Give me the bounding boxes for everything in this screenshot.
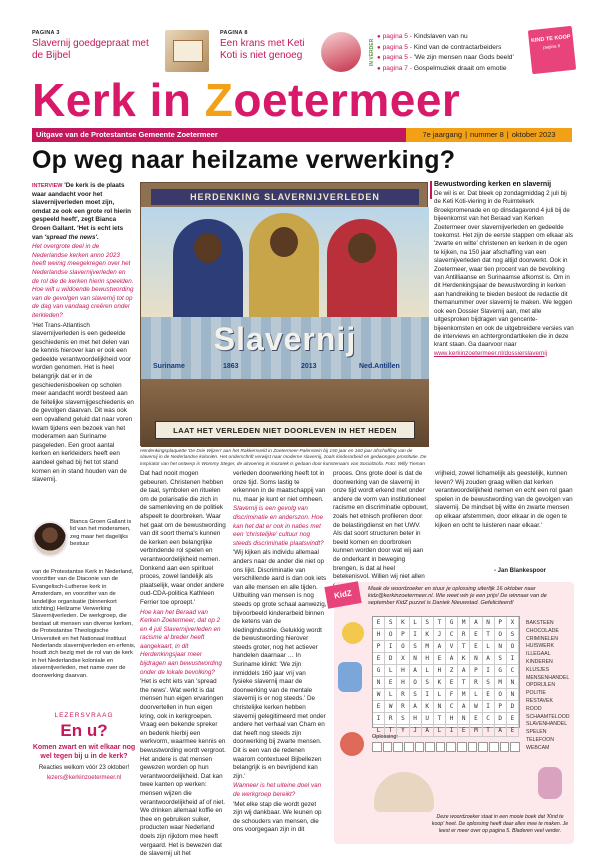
grid-letter[interactable]: A (422, 725, 434, 737)
grid-letter[interactable]: R (397, 689, 409, 701)
grid-letter[interactable]: G (446, 617, 458, 629)
grid-letter[interactable]: A (483, 653, 495, 665)
grid-letter[interactable]: D (495, 713, 507, 725)
word-list (526, 620, 574, 753)
word-list-item: SLAVENHANDEL (526, 721, 568, 728)
lezersvraag-box (32, 712, 136, 832)
grid-letter[interactable]: E (470, 629, 482, 641)
shirt-icon (338, 662, 362, 692)
grid-letter[interactable]: S (507, 629, 519, 641)
kidz-footer: Deze woordzoeker staat in een mooie boek dat 'Kind te koop' heet. De oplossing heeft daar alles mee te maken. Je leest er meer over op pagina 5. Bladeren veel verder. (431, 814, 569, 834)
word-list-item: SPELEN (526, 729, 547, 736)
badge-page: pagina 6 (542, 43, 561, 50)
grid-letter[interactable]: T (458, 677, 470, 689)
grid-letter[interactable]: X (397, 653, 409, 665)
grid-letter[interactable]: T (458, 641, 470, 653)
grid-letter[interactable]: M (458, 617, 470, 629)
lezersvraag-email[interactable]: lezers@kerkinzoetermeer.nl (46, 774, 122, 781)
grid-letter[interactable]: M (470, 725, 482, 737)
grid-letter[interactable]: O (410, 677, 422, 689)
grid-letter[interactable]: E (373, 653, 385, 665)
grid-letter[interactable]: T (483, 725, 495, 737)
grid-letter[interactable]: N (507, 689, 519, 701)
grid-letter[interactable]: K (422, 701, 434, 713)
grid-letter[interactable]: S (422, 617, 434, 629)
word-list-item: BAKSTEEN (526, 620, 554, 626)
article-column: proces. Ons grote doel is dat de doorwerking van de slavernij in onze tijd wordt erkend met onder andere de vorm van institutioneel racisme en discriminatie opbouwt, zoals het etnisch profileren door de belastingdienst en het UWV. Als dat soort structuren beter in beeld komen en doorbroken kunnen worden door wat wij aan de onderkant in beweging brengen, is dat al heel betekenisvol. Willen wij niet allen (333, 470, 428, 581)
grid-letter[interactable]: S (397, 713, 409, 725)
publisher-bar: Uitgave van de Protestantse Gemeente Zoetermeer (32, 128, 406, 142)
grid-letter[interactable]: O (507, 641, 519, 653)
grid-letter[interactable]: N (483, 617, 495, 629)
word-list-item: TELEFOON (526, 736, 554, 743)
sidebar-accent (430, 181, 432, 199)
grid-letter[interactable]: O (495, 629, 507, 641)
word-list-item: HUISWERK (526, 643, 554, 650)
mosaic-face (194, 233, 222, 263)
grid-letter[interactable]: M (495, 677, 507, 689)
grid-letter[interactable]: W (373, 689, 385, 701)
word-list-item: KINDEREN (526, 658, 553, 665)
grid-letter[interactable]: E (470, 641, 482, 653)
grid-letter[interactable]: Y (397, 725, 409, 737)
grid-letter[interactable]: H (434, 665, 446, 677)
in-verder-item[interactable]: ● pagina 5 - 'We zijn mensen naar Gods beeld' (377, 54, 514, 62)
grid-letter[interactable]: A (470, 617, 482, 629)
flag-label: 2013 (301, 363, 317, 370)
grid-letter[interactable]: L (373, 725, 385, 737)
bullet-icon: ● (377, 34, 381, 40)
article-column: Dat had nooit mogen gebeuren. Christenen hebben de taal, symbolen en rituelen om de polarisatie die zich in de samenleving en de politiek afspeelt te doorbreken. Waar het gaat om de bewustwording van dit soort thema's kunnen de kerken een belangrijke verbindende rol spelen en verantwoordelijkheid nemen. Donkend aan een spirituel proces, zowel landelijk als plaatselijk, waar onder andere oud-CDA-politica Kathleen Ferrier toe oproept.' Hoe kan het Beraad van Kerken Zoetermeer, dat op 2 en 4 juli Slavernijverleden en racisme al breder heeft aangekaart, in dit Herdenkingsjaar meer bijdragen aan bewustwording onder de lokale bevolking? 'Het is echt iets van 'spread the news'. Wat werkt is dat mensen hun eigen ervaringen doorvertellen in hun eigen kring, ook in kerkgroepen. Vraag een bekende spreker en bedenk hierbij een werkvorm, waarmee kennis en bewustwording wordt vergroot. Het andere is dat mensen gewezen worden op hun verantwoordelijkheid. Dat kan twee kanten op werken: mensen wijzen die verantwoordelijkheid af of niet. We drinken allemaal koffie en thee en gebruiken suiker, producten waar Nederland doels zijn rijkdom mee heeft vergaard. Het is bewezen dat de slavernij uit het (140, 470, 226, 858)
in-verder-label: IN VERDER (369, 38, 375, 66)
oplossing-label: Oplossing: (372, 734, 398, 740)
grid-letter[interactable]: E (373, 617, 385, 629)
grid-letter[interactable]: H (397, 677, 409, 689)
grid-letter[interactable]: A (434, 641, 446, 653)
grid-letter[interactable]: K (397, 617, 409, 629)
grid-letter[interactable]: M (422, 641, 434, 653)
grid-letter[interactable]: Z (446, 665, 458, 677)
grid-letter[interactable]: A (410, 665, 422, 677)
in-verder-list (377, 32, 527, 74)
teaser-page: PAGINA 3 (32, 30, 60, 36)
grid-letter[interactable]: J (410, 725, 422, 737)
grid-letter[interactable]: U (422, 713, 434, 725)
plaque-banner: HERDENKING SLAVERNIJVERLEDEN (151, 189, 419, 205)
grid-letter[interactable]: I (422, 689, 434, 701)
grid-letter[interactable]: O (385, 629, 397, 641)
word-list-item: SCHAAMTELOOD (526, 713, 570, 720)
word-list-item: POLITIE (526, 690, 546, 697)
grid-letter[interactable]: W (385, 701, 397, 713)
grid-letter[interactable]: L (470, 689, 482, 701)
interview-intro: INTERVIEW 'De kerk is de plaats waar aandacht voor het slavernijverleden moet zijn, omdat ze ook een grote rol hierin gespeeld heeft', zegt Bianca Groen Gallant. 'Het is echt iets van 'spread the news'. Het overgrote deel in de Nederlandse kerken anno 2023 heeft weinig meegekregen over het Nederlandse slavernijverleden en de rol die de kerken hierin speelden. Hoe wilt u wildoende bewustwording van de gevolgen van slavernij tot op de dag van vandaag creëren onder iterkleden? 'Het Trans-Atlantisch slavernijverleden is een gedeelde geschiedenis en met het delen van de kennis hierover kan er ook een gedeelde verantwoordelijkheid voor worden genomen. Het is heel belangrijk dat er in de geschiedenisboeken op scholen meer aandacht wordt besteed aan de feitelijke slavernijgeschiedenis en de gevolgen daarvan. Dit was ook een opvallend geluid dat naar voren kwam tijdens een bezoek van het moderamen aan Suriname pasgeleden. Een groot aantal kerken en kerkleiders heeft een aandeel gehad bij het tot stand komen en in stand houden van de slavernij. (32, 182, 134, 484)
kidz-tag: KidZ (324, 581, 361, 609)
grid-letter[interactable]: L (434, 725, 446, 737)
grid-letter[interactable]: H (422, 653, 434, 665)
kidz-puzzle (334, 582, 574, 844)
grid-letter[interactable]: T (385, 725, 397, 737)
grid-letter[interactable]: N (470, 653, 482, 665)
page-headline: Op weg naar heilzame verwerking? (32, 146, 456, 174)
question: Wanneer is het uiteine doel van de werkgroep bereikt? (233, 782, 322, 798)
mosaic-plaque-photo (140, 182, 428, 446)
grid-letter[interactable]: A (458, 701, 470, 713)
article-column: vrijheid, zowel lichamelijk als geestelijk, kunnen leven? Wij zouden graag willen dat kerken verantwoordelijkheid nemen en echt een rol gaan spelen in de bewustwording van de gevolgen van slavernij. De mindset bij witte én zwarte mensen op elkaar afstemmen, door elkaar in de ogen te kijken en ocht te luisteren naar elkaar.' (435, 470, 573, 529)
grid-letter[interactable]: V (446, 641, 458, 653)
grid-letter[interactable]: D (385, 653, 397, 665)
word-list-item: CHOCOLADE (526, 627, 559, 634)
grid-letter[interactable]: E (434, 653, 446, 665)
grid-letter[interactable]: X (507, 617, 519, 629)
grid-letter[interactable]: E (446, 677, 458, 689)
grid-letter[interactable]: K (422, 629, 434, 641)
grid-letter[interactable]: H (446, 713, 458, 725)
grid-letter[interactable]: E (507, 725, 519, 737)
grid-letter[interactable]: E (385, 677, 397, 689)
grid-letter[interactable]: N (495, 641, 507, 653)
badge-title: KIND TE KOOP (530, 34, 571, 45)
in-verder-item[interactable]: ● pagina 5 - Kindslaven van nu (377, 33, 468, 40)
author-bio-bottom: van de Protestantse Kerk in Nederland, voorzitter van de Diaconie van de Evangelisch-Lutherse kerk in Amsterdam, en voorzitter van de landelijke organisatie (binnenkort stichting) Heilzame Verwerking Slavernijverleden. De werkgroep, die bestaat uit mensen van diverse kerken, de Protestantse Theologische Universiteit en het Nationaal instituut Nederlands slavernijverleden en erfenis, houdt zich bezig met de rol van de kerk in het Nederlandse koloniale en slavernijverleden, met name over de doorwerking daarvan. (32, 569, 136, 679)
grid-letter[interactable]: R (397, 701, 409, 713)
grid-letter[interactable]: P (373, 641, 385, 653)
grid-letter[interactable]: M (458, 689, 470, 701)
issue-bar: 7e jaargang | nummer 8 | oktober 2023 (406, 128, 572, 142)
grid-letter[interactable]: L (434, 689, 446, 701)
grid-letter[interactable]: P (470, 665, 482, 677)
author-signature: - Jan Blankespoor (494, 568, 547, 574)
grid-letter[interactable]: L (385, 689, 397, 701)
grid-letter[interactable]: I (373, 713, 385, 725)
teaser-strip (32, 30, 572, 74)
word-search-grid[interactable] (372, 616, 520, 734)
grid-letter[interactable]: A (410, 701, 422, 713)
word-list-item: CRIMINELEN (526, 635, 558, 642)
grid-letter[interactable]: I (483, 665, 495, 677)
plaque-word: Slavernij (213, 321, 357, 357)
plaque-flags (151, 363, 419, 379)
masthead-title: Kerk in Zoetermeer (32, 74, 461, 126)
bible-thumbnail (165, 30, 209, 72)
teaser-bible[interactable] (32, 30, 152, 62)
phone-icon (538, 767, 562, 799)
grid-letter[interactable]: H (397, 665, 409, 677)
nummer: nummer 8 (470, 130, 504, 139)
word-list-item: RESTAVEK (526, 697, 553, 704)
lezersvraag-reply: Reacties welkom vóór 23 oktober! (38, 765, 130, 772)
grid-letter[interactable]: W (470, 701, 482, 713)
grid-letter[interactable]: N (458, 713, 470, 725)
house-icon (374, 772, 434, 812)
grid-letter[interactable]: T (483, 629, 495, 641)
maand: oktober 2023 (511, 130, 556, 139)
grid-letter[interactable]: K (458, 653, 470, 665)
grid-letter[interactable]: P (495, 701, 507, 713)
grid-letter[interactable]: C (507, 665, 519, 677)
grid-letter[interactable]: S (410, 689, 422, 701)
grid-letter[interactable]: C (483, 713, 495, 725)
teaser-title: Een krans met Keti Koti is niet genoeg (220, 38, 305, 61)
mosaic-face (270, 227, 298, 257)
grid-letter[interactable]: C (446, 629, 458, 641)
grid-letter[interactable]: E (458, 725, 470, 737)
grid-letter[interactable]: E (483, 689, 495, 701)
grid-letter[interactable]: I (410, 629, 422, 641)
grid-letter[interactable]: E (373, 701, 385, 713)
grid-letter[interactable]: E (507, 713, 519, 725)
bullet-icon: ● (377, 55, 381, 62)
question: Slavernij is een gevolg van discriminatie en anderszon. Hoe kan het dat er ook in naties met een 'christelijke' cultuur nog steeds discriminatie plaatsvindt? (233, 505, 324, 547)
grid-letter[interactable]: L (410, 617, 422, 629)
grid-letter[interactable]: A (495, 725, 507, 737)
bullet-icon: ● (377, 44, 381, 51)
photo-credit: Foto: Willy Tieman (385, 461, 425, 467)
word-list-item: KLUSJES (526, 666, 550, 673)
masthead (32, 74, 572, 130)
grid-letter[interactable]: S (385, 617, 397, 629)
sun-icon (342, 622, 364, 644)
grid-letter[interactable]: T (434, 617, 446, 629)
grid-letter[interactable]: N (373, 677, 385, 689)
grid-letter[interactable]: H (373, 629, 385, 641)
lezersvraag-title: LEZERSVRAAG (54, 712, 114, 719)
grid-letter[interactable]: A (446, 653, 458, 665)
grid-letter[interactable]: R (385, 713, 397, 725)
grid-letter[interactable]: A (458, 665, 470, 677)
grid-letter[interactable]: R (458, 629, 470, 641)
grid-letter[interactable]: D (507, 701, 519, 713)
keti-koti-thumbnail (321, 32, 361, 72)
lezersvraag-big: En u? (60, 721, 108, 740)
bullet-icon: ● (377, 65, 381, 72)
grid-letter[interactable]: G (495, 665, 507, 677)
grid-letter[interactable]: C (446, 701, 458, 713)
grid-letter[interactable]: S (495, 653, 507, 665)
grid-letter[interactable]: L (483, 641, 495, 653)
teaser-keti-koti[interactable] (220, 30, 320, 62)
word-list-item: ILLEGAAL (526, 651, 551, 658)
grid-letter[interactable]: P (495, 617, 507, 629)
grid-letter[interactable]: S (410, 641, 422, 653)
grid-letter[interactable]: T (434, 713, 446, 725)
avatar (32, 521, 68, 557)
grid-letter[interactable]: H (410, 713, 422, 725)
teaser-page: PAGINA 8 (220, 30, 248, 36)
question: Het overgrote deel in de Nederlandse kerken anno 2023 heeft weinig meegekregen over het Nederlandse slavernijverleden en de rol die de kerken hierin speelden. Hoe wilt u wildoende bewustwording van de gevolgen van slavernij tot op de dag van vandaag creëren onder iterkleden? (32, 243, 134, 319)
grid-letter[interactable]: J (434, 629, 446, 641)
grid-letter[interactable]: L (385, 665, 397, 677)
teaser-title: Slavernij goedgepraat met de Bijbel (32, 38, 149, 61)
grid-letter[interactable]: I (507, 653, 519, 665)
flag-label: Ned.Antillen (359, 363, 400, 370)
grid-letter[interactable]: E (470, 713, 482, 725)
grid-letter[interactable]: I (483, 701, 495, 713)
article-column: verleden doorwerking heeft tot in onze tijd. Soms lastig te erkennen in de maatschappij van nu, maar je kunt er niet omheen. Slavernij is een gevolg van discriminatie en anderszon. Hoe kan het dat er ook in naties met een 'christelijke' cultuur nog steeds discriminatie plaatsvindt? 'Wij kijken als individu allemaal anders naar de ander die niet op ons lijkt. Discriminatie van verschillende aard is dan ook iets van alle mensen en alle tijden. Uitbuiting van mensen is nog steeds op grote schaal aanwezig, bijvoorbeeld kinderarbeid binnen de ketens van de kledingindustrie. Gelukkig wordt de bewustwording hierover steeds groter, nog het actiever handelen daarnaar … In Suriname klinkt: 'We zijn inmiddels 160 jaar vrij van fysieke slavernij maar de doorwerking van de mentale slavernij is er nog steeds.' De christelijke kerken hebben slavernij gelegitimeerd met onder andere het verhaal van Cham en dat heeft nog steeds zijn doorwerking bij zwarte mensen. Dit is een van de redenen waarom contextueel Bijbellezen belangrijk is en bevrijdend kan zijn.' Wanneer is het uiteine doel van de werkgroep bereikt? 'Met elke stap die wordt gezet zijn wij dankbaar. We leunen op de schouders van mensen, die ons voorgegaan zijn in dit (233, 470, 327, 834)
jaargang: 7e jaargang (422, 130, 463, 139)
word-list-item: OPDRIJLEN (526, 682, 556, 689)
flag-label: 1863 (223, 363, 239, 370)
photo-caption: Herdenkingsplaquette 'De Drie Wijzen' aan het Rakkersveld in Zoetermeer-Palenstein bij 150 jaar en 160 jaar afschaffing van de slavernij in de Nederlandse koloniën. Het onderschrift verwijst naar moderne slavernij, zoals kinderarbeid en gedwongen prostitutie. De inspirator van het ontwerp is Wommy Steger, de uitvoering in mozaïek is gedaan door kunstenaars van SocialSofa. Foto: Willy Tieman (140, 449, 427, 467)
flower-icon (340, 732, 364, 756)
grid-letter[interactable]: K (434, 677, 446, 689)
grid-letter[interactable]: I (446, 725, 458, 737)
plaque-motto: LAAT HET VERLEDEN NIET DOORLEVEN IN HET HEDEN (155, 421, 415, 439)
grid-letter[interactable]: N (434, 701, 446, 713)
oplossing-boxes[interactable] (372, 742, 520, 752)
grid-letter[interactable]: P (397, 629, 409, 641)
grid-letter[interactable]: O (495, 689, 507, 701)
flag-label: Suriname (153, 363, 185, 370)
sidebar-heading: Bewustwording kerken en slavernij (434, 181, 552, 188)
sidebar-text: De wil is er. Dat bleek op zondagmiddag 2 juli bij de Keti Koti-viering in de Ruimtekerk Broekpromenade en op dinsdagavond 4 juli bij de bijeenkomst van het Beraad van Kerken Zoetermeer over slavernijverleden en gedeelde toekomst. Het zijn de eerste stappen om elkaar als 'zwarte en witte' christenen en kerken in de ogen te kijken, na 150 jaar afschaffing van een slavernijverleden dat nog altijd doorwerkt. Ook in Zoetermeer, waar tien procent van de bevolking van Antilliaanse en Surinaamse afkomst is. Om in dit Herdenkingsjaar de bewustwording in kerken aan handreiking te bieden besloot de redactie dit themanummer over slavernij te maken. We leggen ook een Dossier Slavernij aan, met alle uitgesproken bijdragen van gencente-bijeenkomsten en ook de uitgebreidere versies van de interviews en achtergrondartikelen die in deze krant staan. Ga daarvoor naar www.kerkinzoetermeer.nl/dossierslavernij (434, 190, 574, 357)
dossier-link[interactable]: www.kerkinzoetermeer.nl/dossierslavernij (434, 349, 548, 357)
in-verder-item[interactable]: ● pagina 7 - Gospelmuziek draait om emotie (377, 64, 507, 72)
word-list-item: WEBCAM (526, 744, 550, 751)
question: Hoe kan het Beraad van Kerken Zoetermeer, dat op 2 en 4 juli Slavernijverleden en racisme al breder heeft aangekaart, in dit Herdenkingsjaar meer bijdragen aan bewustwording onder de lokale bevolking? (140, 608, 222, 676)
grid-letter[interactable]: N (507, 677, 519, 689)
author-bio-top: Bianca Groen Gallant is lid van het moderamen, zeg maar het dagelijks bestuur (70, 519, 132, 548)
grid-letter[interactable]: S (422, 677, 434, 689)
grid-letter[interactable]: L (422, 665, 434, 677)
kind-te-koop-badge[interactable] (528, 26, 576, 74)
grid-letter[interactable]: S (483, 677, 495, 689)
mosaic-face (348, 233, 376, 263)
in-verder-item[interactable]: ● pagina 5 - Kind van de contractarbeiders (377, 43, 502, 51)
grid-letter[interactable]: G (373, 665, 385, 677)
grid-letter[interactable]: F (446, 689, 458, 701)
sidebar-article (434, 180, 574, 358)
section-label: INTERVIEW (32, 183, 63, 189)
answer: 'Het Trans-Atlantisch slavernijverleden is een gedeelde geschiedenis en met het delen van de kennis hierover kan er ook een gedeelde verantwoordelijkheid voor worden genomen. Het is heel belangrijk dat er in de geschiedenisboeken op scholen meer aandacht wordt besteed aan de feitelijke slavernijgeschiedenis en de gevolgen daarvan. Dit was ook een opvallend geluid dat naar voren kwam tijdens een bezoek van het moderamen aan Suriname pasgeleden. Een groot aantal kerken en kerkleiders heeft een aandeel gehad bij het tot stand komen en in stand houden van de slavernij. (32, 321, 134, 484)
kidz-intro: Maak de woordzoeker en stuur je oplossing uiterlijk 16 oktober naar kidz@kerkinzoetermeer.nl. Wie weet win je een prijs! De winnaar van de september KidZ puzzel is Daniek Nieuwstad. Gefeliciteerd! (368, 586, 547, 607)
word-list-item: ROOD (526, 705, 542, 712)
lezersvraag-question: Komen zwart en wit elkaar nog wel tegen bij u in de kerk? (32, 744, 136, 760)
grid-letter[interactable]: R (470, 677, 482, 689)
grid-letter[interactable]: N (410, 653, 422, 665)
grid-letter[interactable]: I (385, 641, 397, 653)
grid-letter[interactable]: O (397, 641, 409, 653)
word-list-item: MENSENHANDEL (526, 674, 570, 681)
